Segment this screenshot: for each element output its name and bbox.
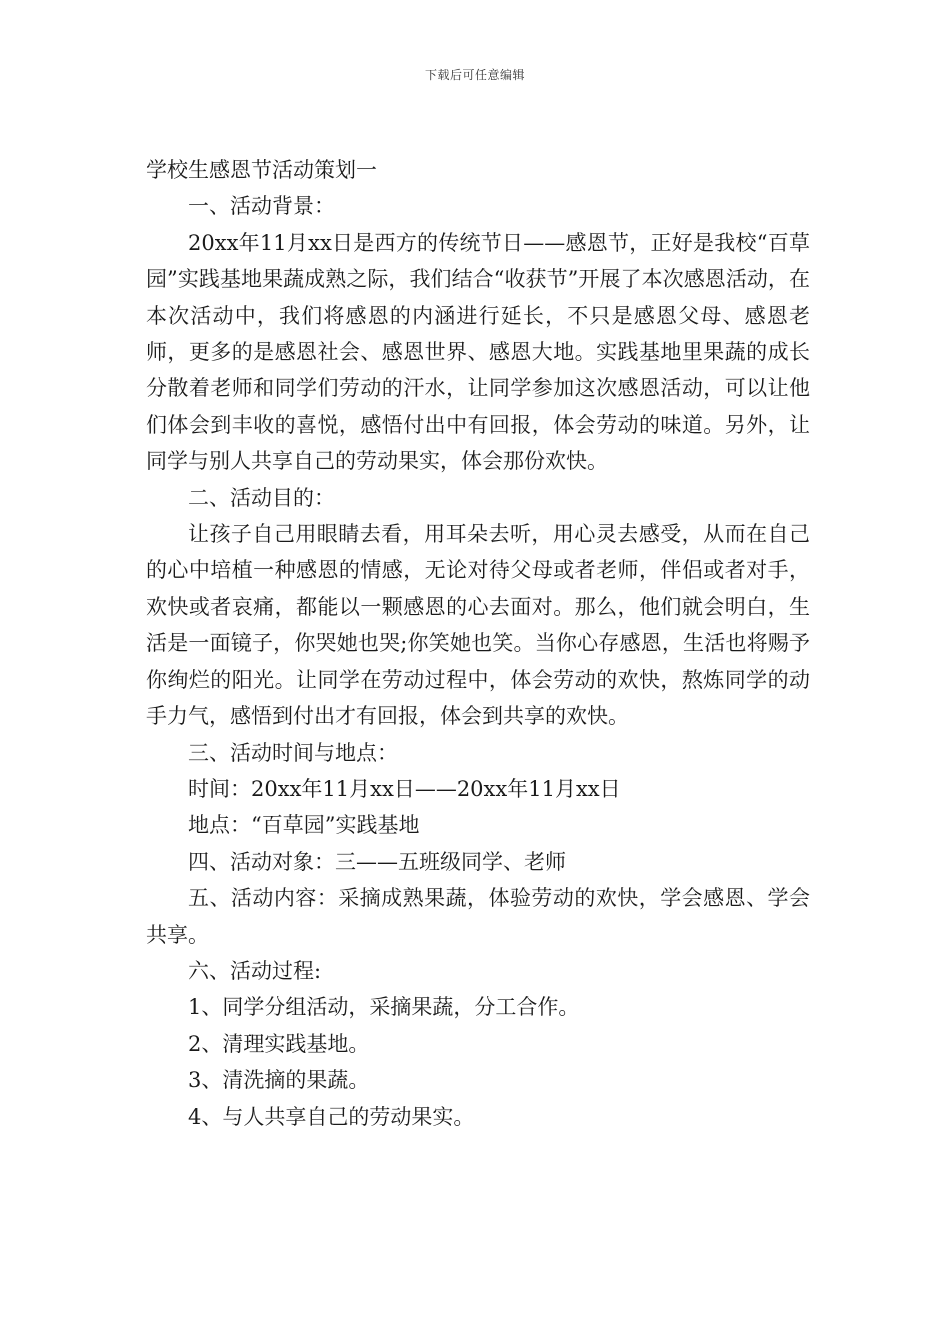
process-step: 1、同学分组活动，采摘果蔬，分工合作。 bbox=[188, 995, 580, 1020]
process-step: 3、清洗摘的果蔬。 bbox=[188, 1068, 370, 1093]
activity-content: 五、活动内容：采摘成熟果蔬，体验劳动的欢快，学会感恩、学会共享。 bbox=[146, 886, 810, 947]
activity-place: 地点：“百草园”实践基地 bbox=[188, 813, 420, 838]
section-body-purpose: 让孩子自己用眼睛去看，用耳朵去听，用心灵去感受，从而在自己的心中培植一种感恩的情感，无论对待父母或者老师，伴侣或者对手，欢快或者哀痛，都能以一颗感恩的心去面对。那么，他们就会明白，生活是一面镜子，你哭她也哭;你笑她也笑。当你心存感恩，生活也将赐予你绚烂的阳光。让同学在劳动过程中，体会劳动的欢快，熬炼同学的动手力气，感悟到付出才有回报，体会到共享的欢快。 bbox=[146, 522, 810, 729]
process-step: 2、清理实践基地。 bbox=[188, 1031, 370, 1056]
document-body bbox=[146, 152, 810, 1135]
section-heading-background: 一、活动背景： bbox=[188, 194, 335, 219]
header-note: 下载后可任意编辑 bbox=[424, 68, 525, 82]
activity-time: 时间：20xx年11月xx日——20xx年11月xx日 bbox=[188, 776, 621, 801]
section-body-background: 20xx年11月xx日是西方的传统节日——感恩节，正好是我校“百草园”实践基地果蔬成熟之际，我们结合“收获节”开展了本次感恩活动，在本次活动中，我们将感恩的内涵进行延长，不只是感恩父母、感恩老师，更多的是感恩社会、感恩世界、感恩大地。实践基地里果蔬的成长分散着老师和同学们劳动的汗水，让同学参加这次感恩活动，可以让他们体会到丰收的喜悦，感悟付出中有回报，体会劳动的味道。另外，让同学与别人共享自己的劳动果实，体会那份欢快。 bbox=[146, 230, 810, 474]
section-heading-time-place: 三、活动时间与地点： bbox=[188, 740, 398, 765]
section-heading-purpose: 二、活动目的： bbox=[188, 485, 335, 510]
document-title: 学校生感恩节活动策划一 bbox=[146, 158, 377, 182]
activity-audience: 四、活动对象：三——五班级同学、老师 bbox=[188, 849, 566, 874]
process-step: 4、与人共享自己的劳动果实。 bbox=[188, 1104, 475, 1129]
section-heading-process: 六、活动过程: bbox=[188, 958, 322, 983]
